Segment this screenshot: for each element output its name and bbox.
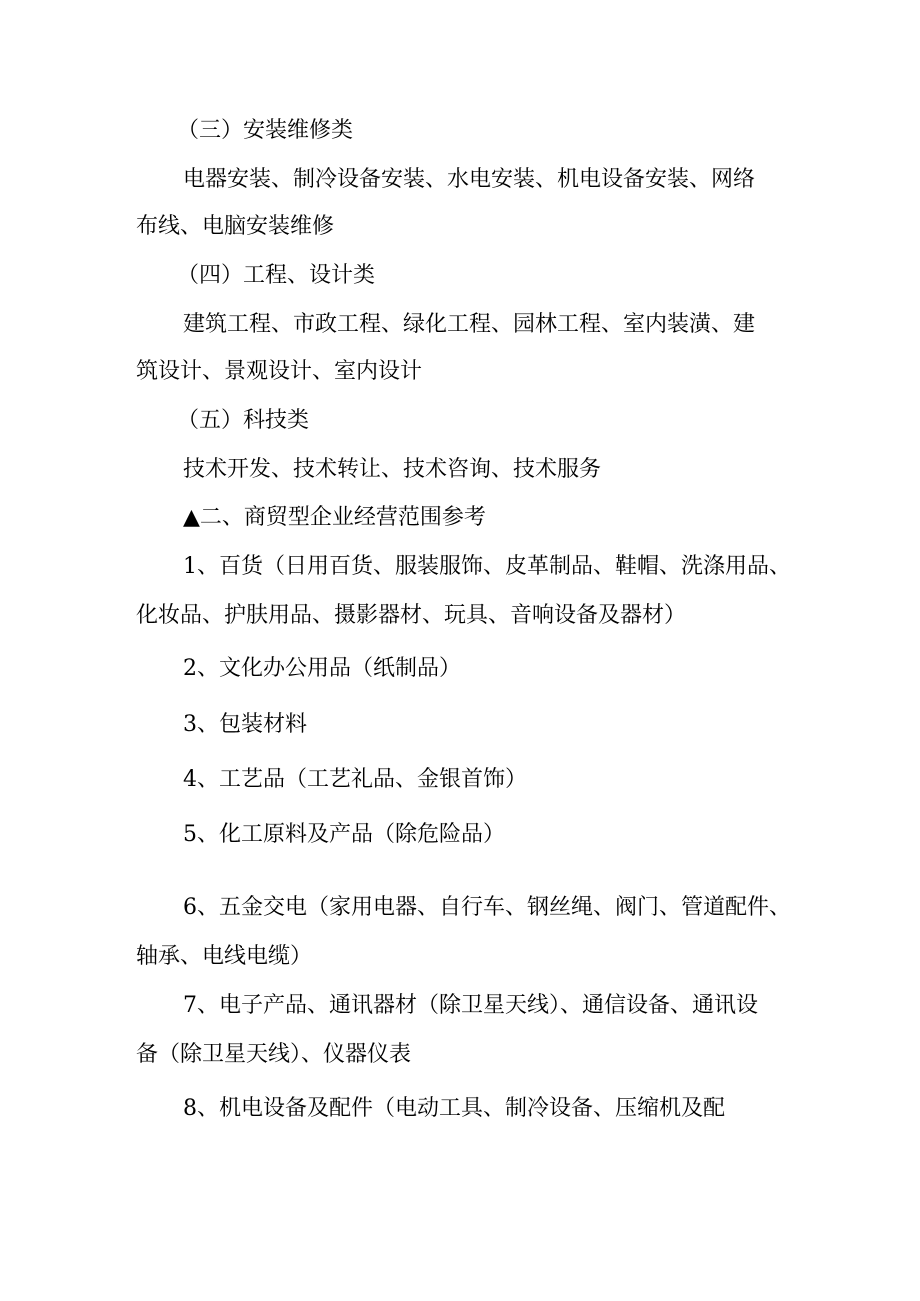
list-item-6-line-1: 6、五金交电（家用电器、自行车、钢丝绳、阀门、管道配件、 (183, 895, 791, 920)
section-heading-trade-enterprise: ▲二、商贸型企业经营范围参考 (183, 505, 486, 530)
list-item-3: 3、包装材料 (183, 712, 307, 737)
paragraph-engineering-line-2: 筑设计、景观设计、室内设计 (136, 359, 423, 384)
list-item-1-line-2: 化妆品、护肤用品、摄影器材、玩具、音响设备及器材） (136, 603, 687, 628)
section-heading-installation-repair: （三）安装维修类 (177, 118, 354, 143)
section-heading-engineering-design: （四）工程、设计类 (177, 263, 376, 288)
paragraph-technology: 技术开发、技术转让、技术咨询、技术服务 (183, 457, 602, 482)
paragraph-installation-line-1: 电器安装、制冷设备安装、水电安装、机电设备安装、网络 (183, 167, 756, 192)
list-item-4: 4、工艺品（工艺礼品、金银首饰） (183, 767, 527, 792)
list-item-7-line-2: 备（除卫星天线）、仪器仪表 (136, 1042, 412, 1067)
list-item-7-line-1: 7、电子产品、通讯器材（除卫星天线）、通信设备、通讯设 (183, 993, 758, 1018)
section-heading-technology: （五）科技类 (177, 408, 310, 433)
paragraph-installation-line-2: 布线、电脑安装维修 (136, 214, 335, 239)
paragraph-engineering-line-1: 建筑工程、市政工程、绿化工程、园林工程、室内装潢、建 (183, 312, 756, 337)
list-item-1-line-1: 1、百货（日用百货、服装服饰、皮革制品、鞋帽、洗涤用品、 (183, 554, 791, 579)
list-item-5: 5、化工原料及产品（除危险品） (183, 822, 505, 847)
list-item-6-line-2: 轴承、电线电缆） (136, 944, 313, 969)
list-item-8-line-1: 8、机电设备及配件（电动工具、制冷设备、压缩机及配 (183, 1096, 725, 1121)
list-item-2: 2、文化办公用品（纸制品） (183, 656, 461, 681)
